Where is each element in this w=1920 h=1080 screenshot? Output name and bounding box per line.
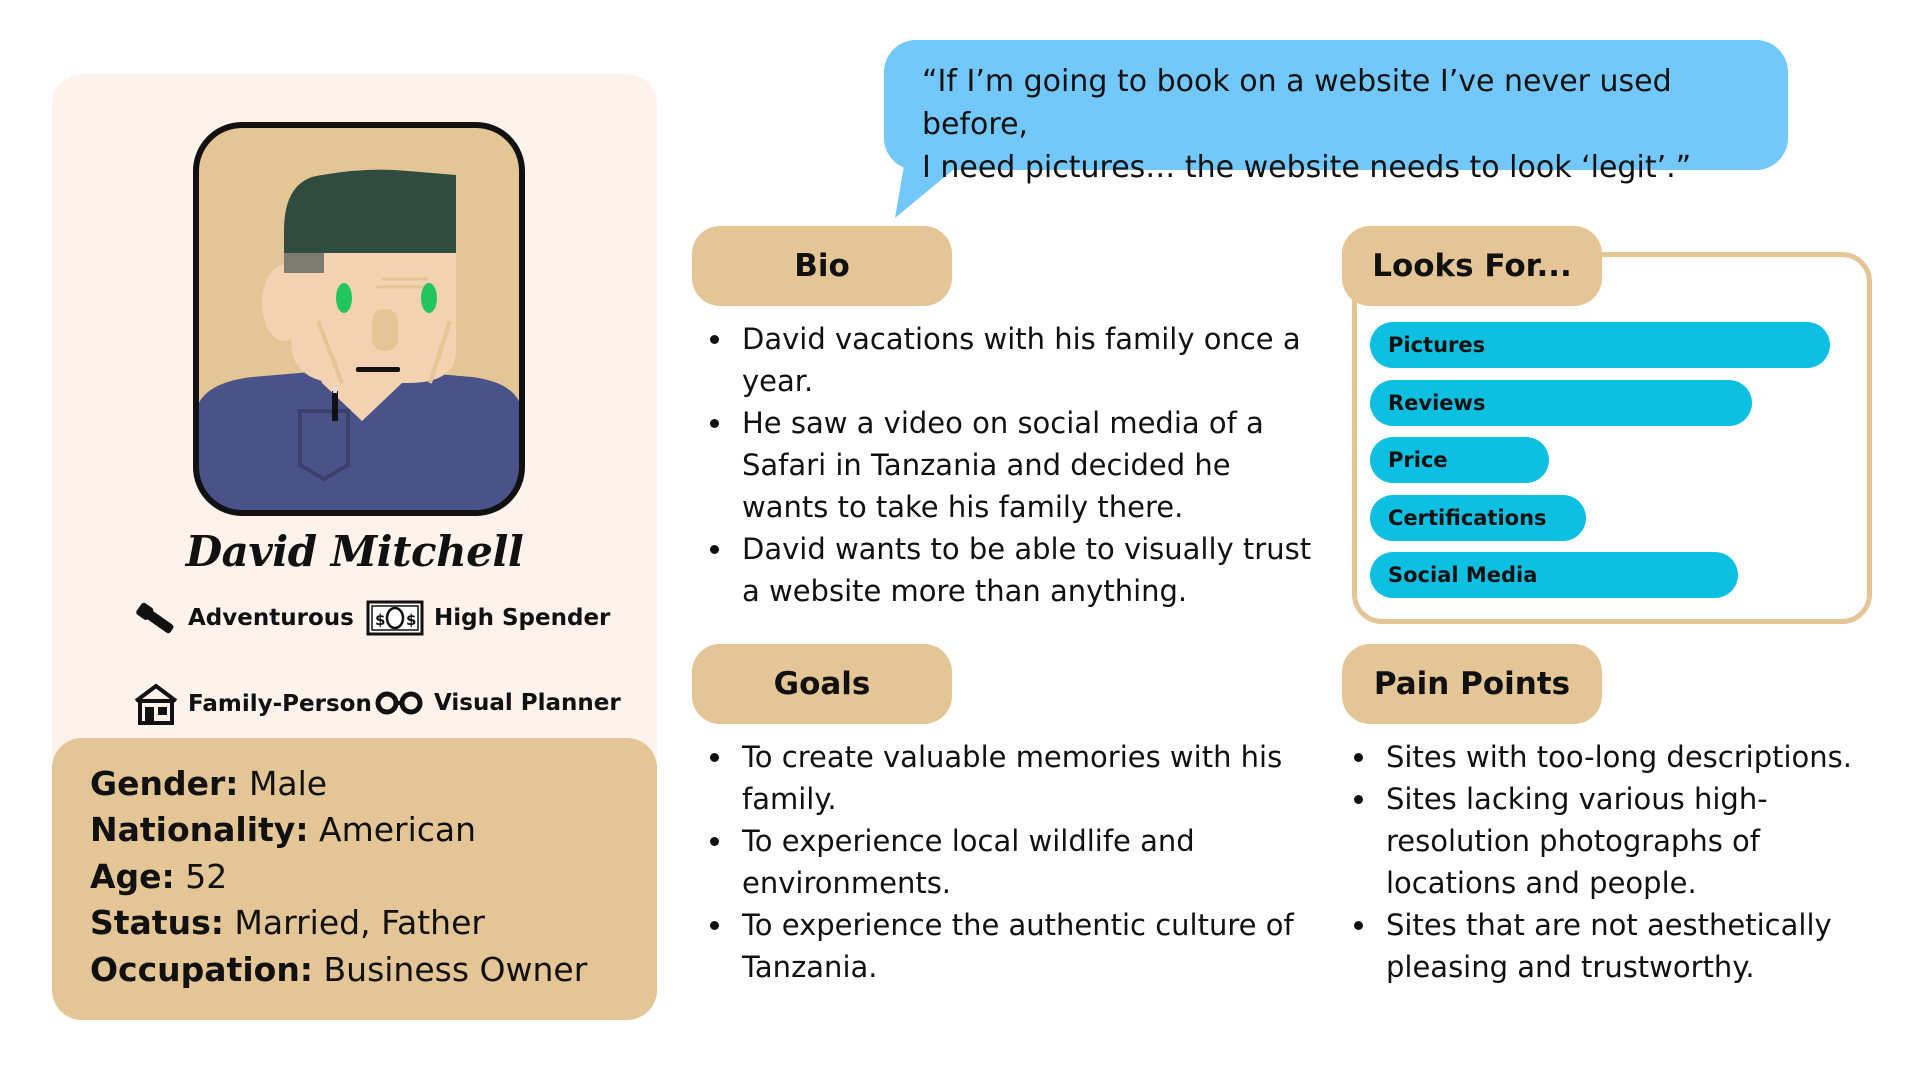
- list-item: He saw a video on social media of a Safari in Tanzania and decided he wants to take his family there.: [692, 402, 1312, 528]
- list-item: To experience local wildlife and environments.: [692, 820, 1312, 904]
- looks-for-bar-track: [1370, 495, 1830, 541]
- house-icon: [134, 683, 178, 725]
- looks-for-bar-price: [1370, 437, 1549, 483]
- list-item: Sites with too-long descriptions.: [1336, 736, 1896, 778]
- svg-text:$: $: [375, 611, 386, 629]
- occupation-row: Occupation: Business Owner: [90, 950, 588, 989]
- quote-line-1: “If I’m going to book on a website I’ve never used before,: [922, 64, 1672, 142]
- list-item: Sites lacking various high-resolution photographs of locations and people.: [1336, 778, 1896, 904]
- glasses-icon: [374, 683, 424, 723]
- nationality-row: Nationality: American: [90, 810, 477, 849]
- quote-line-2: I need pictures… the website needs to look ‘legit’.”: [922, 150, 1692, 185]
- trait-label: Visual Planner: [434, 690, 621, 716]
- trait-high-spender: [366, 598, 610, 638]
- trait-family-person: [134, 683, 372, 725]
- trait-label: High Spender: [434, 605, 611, 631]
- avatar: [192, 121, 526, 517]
- trait-visual-planner: [374, 683, 621, 723]
- looks-for-bar-reviews: [1370, 380, 1752, 426]
- looks-for-bar-certifications: [1370, 495, 1586, 541]
- looks-for-bar-track: [1370, 322, 1830, 368]
- trait-label: Adventurous: [188, 605, 354, 631]
- goals-list: [692, 736, 1312, 988]
- bio-heading: Bio: [692, 226, 952, 306]
- gender-row: Gender: Male: [90, 764, 328, 803]
- looks-for-heading: Looks For...: [1342, 226, 1602, 306]
- bar-label: Certifications: [1388, 506, 1547, 530]
- looks-for-bar-track: [1370, 380, 1830, 426]
- bar-label: Pictures: [1388, 333, 1486, 357]
- bar-label: Price: [1388, 448, 1448, 472]
- persona-name: David Mitchell: [185, 527, 524, 576]
- list-item: To experience the authentic culture of Tanzania.: [692, 904, 1312, 988]
- looks-for-bar-social-media: [1370, 552, 1738, 598]
- demographics-panel: [52, 738, 657, 1020]
- bar-label: Social Media: [1388, 563, 1538, 587]
- list-item: Sites that are not aesthetically pleasing and trustworthy.: [1336, 904, 1896, 988]
- looks-for-bar-track: [1370, 552, 1830, 598]
- looks-for-bar-track: [1370, 437, 1830, 483]
- list-item: To create valuable memories with his family.: [692, 736, 1312, 820]
- status-row: Status: Married, Father: [90, 903, 485, 942]
- svg-text:$: $: [406, 611, 417, 629]
- looks-for-bar-pictures: [1370, 322, 1830, 368]
- pain-points-list: [1336, 736, 1896, 988]
- goals-heading: Goals: [692, 644, 952, 724]
- flashlight-icon: [134, 598, 178, 638]
- trait-label: Family-Person: [188, 691, 372, 717]
- persona-quote: [922, 60, 1782, 189]
- list-item: David vacations with his family once a year.: [692, 318, 1312, 402]
- pain-points-heading: Pain Points: [1342, 644, 1602, 724]
- trait-adventurous: [134, 598, 354, 638]
- bar-label: Reviews: [1388, 391, 1486, 415]
- age-row: Age: 52: [90, 857, 228, 896]
- bio-list: [692, 318, 1312, 612]
- money-bill-icon: [366, 598, 424, 638]
- list-item: David wants to be able to visually trust a website more than anything.: [692, 528, 1312, 612]
